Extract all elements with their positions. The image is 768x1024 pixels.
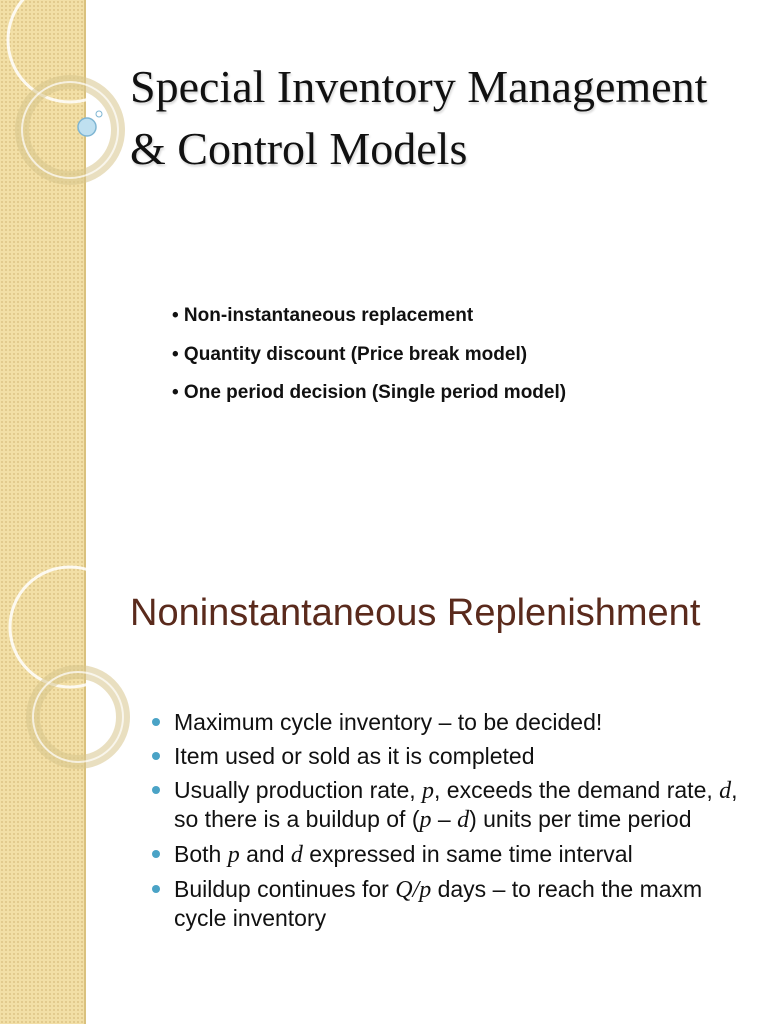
bullet-text: – [431,806,458,832]
decorative-rings-graphic [0,512,140,772]
list-item [150,776,740,834]
variable-p: p [422,778,435,804]
variable-p: p [419,807,432,833]
bullet-text: and [239,841,291,867]
bullet-text: Usually production rate, [174,777,423,803]
bullet-dot-icon [152,718,160,726]
variable-p: p [227,842,240,868]
bullet-text: Buildup continues for [174,876,396,902]
bullet-text: days – to reach the maxm cycle inventory [174,876,703,931]
variable-d: d [457,807,470,833]
bullet-list [150,708,740,938]
list-item: • Non-instantaneous replacement [172,305,474,326]
decorative-rings-graphic [0,0,140,230]
variable-d: d [290,842,303,868]
list-item: • Quantity discount (Price break model) [172,343,528,365]
list-item [150,708,740,736]
slide-title: Noninstantaneous Replenishment [130,592,701,634]
bullet-text: , so there is a buildup of ( [174,777,738,832]
slide-2 [0,512,768,1024]
bullet-dot-icon [152,850,160,858]
bullet-dot-icon [152,786,160,794]
list-item [150,875,740,932]
list-item: • One period decision (Single period model) [172,382,567,403]
bullet-text: ) units per time period [469,806,692,832]
slide-title: Special Inventory Management & Control Models [130,61,708,174]
bullet-dot-icon [152,885,160,893]
bullet-text: Maximum cycle inventory – to be decided! [174,709,603,735]
bullet-text: Item used or sold as it is completed [174,743,535,769]
bullet-dot-icon [152,752,160,760]
list-item [150,840,740,869]
variable-d: d [719,778,732,804]
bullet-text: expressed in same time interval [302,841,633,867]
list-item [150,742,740,770]
bullet-text: Both [174,841,228,867]
bullet-text: , exceeds the demand rate, [434,777,720,803]
topic-list [172,302,566,418]
variable-q-over-p: Q/p [395,877,432,903]
